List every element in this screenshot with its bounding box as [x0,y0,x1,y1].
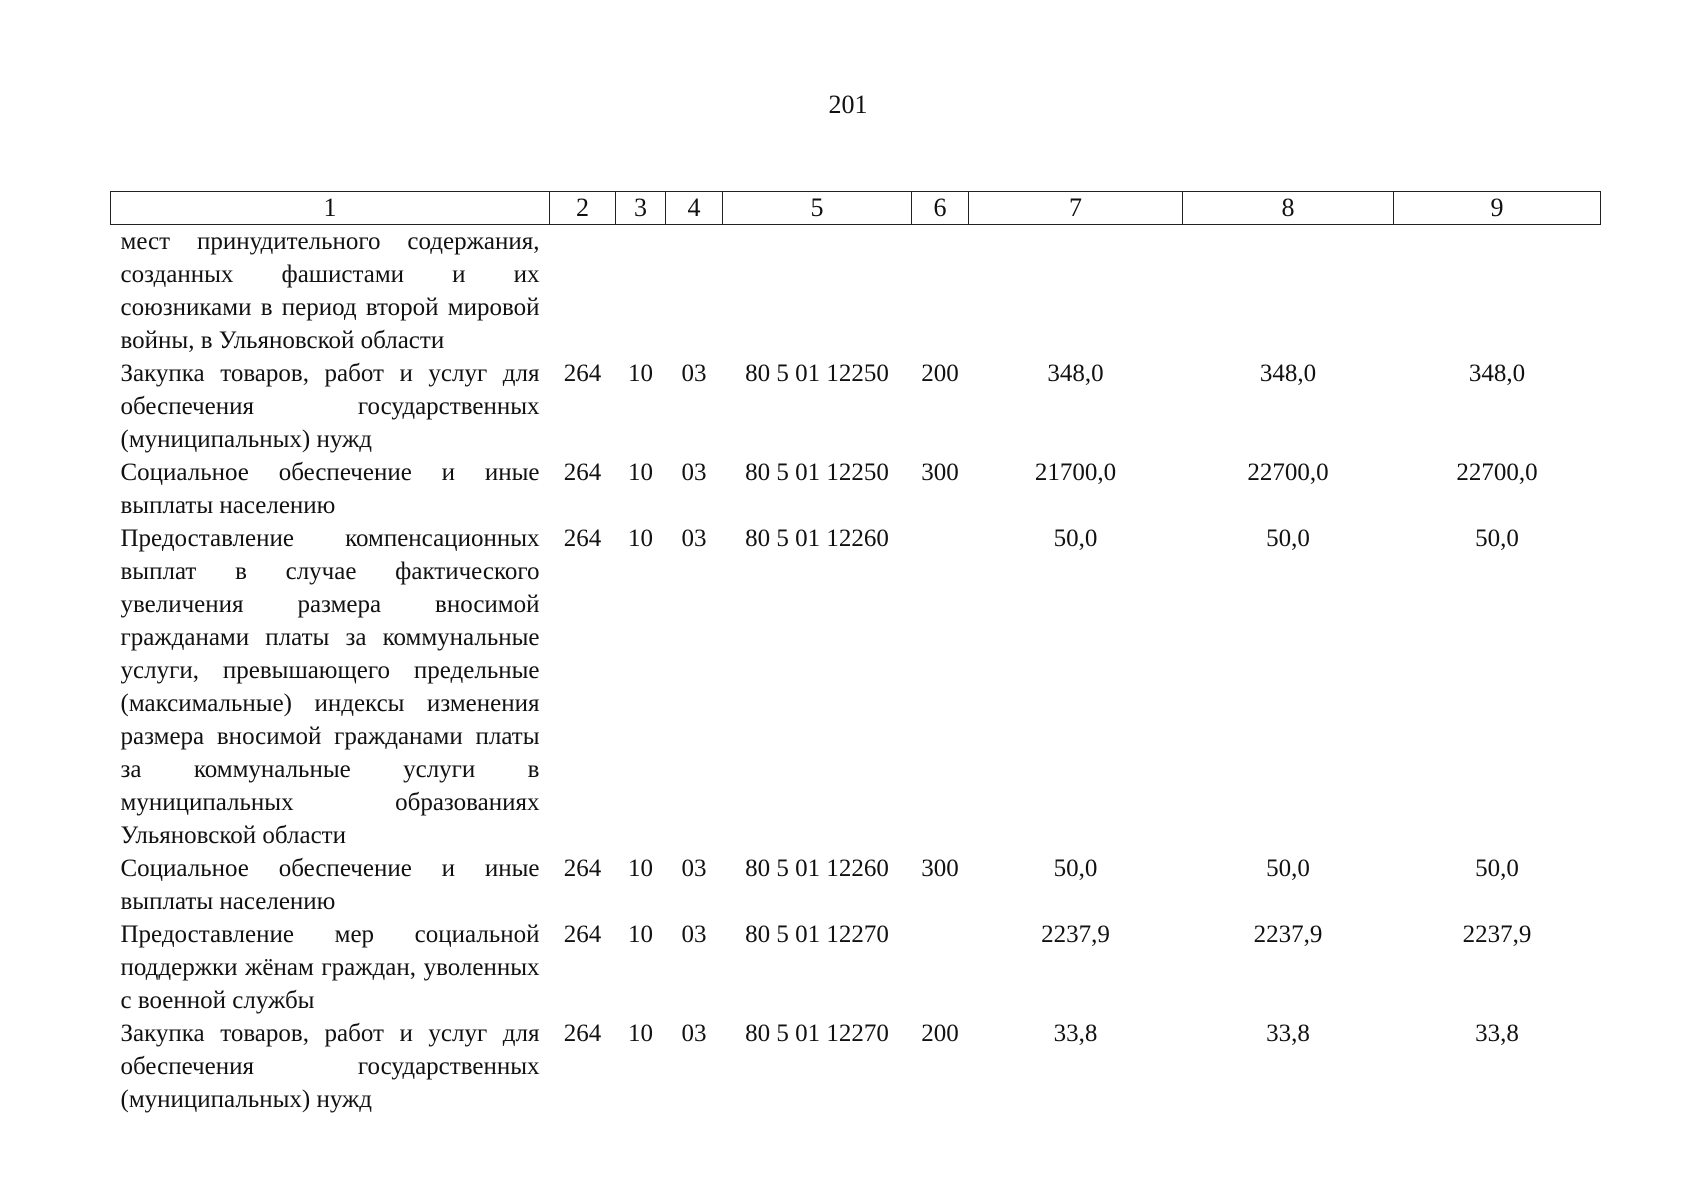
amount-col8: 50,0 [1266,855,1310,882]
target-article-code: 80 5 01 12260 [745,855,889,882]
amount-col9 [1394,225,1601,358]
table-row [111,852,1601,918]
amount-col8: 33,8 [1266,1020,1310,1047]
column-header: 8 [1183,192,1394,225]
column-header: 4 [666,192,723,225]
table-row [111,456,1601,522]
amount-col7: 50,0 [1053,855,1098,882]
amount-col7: 2237,9 [1041,921,1110,948]
table-row [111,522,1601,852]
table-row [111,1017,1601,1116]
expense-type-code [912,522,969,852]
ministry-code: 264 [563,855,602,882]
column-header: 1 [111,192,550,225]
expense-type-code: 300 [921,459,959,486]
ministry-code: 264 [563,459,602,486]
expense-type-code [912,918,969,1017]
table-body [111,225,1601,1117]
amount-col8: 22700,0 [1247,459,1329,486]
header-row [111,192,1601,225]
section-code [616,225,666,358]
row-description: Социальное обеспечение и иные выплаты населению [120,459,540,519]
column-header: 3 [616,192,666,225]
row-description: Предоставление компенсационных выплат в случае фактического увеличения размера вносимой гражданами платы за коммунальные услуги, превышающего предельные (максимальные) индексы изменения размера вносимой гражданами платы за коммунальные услуги в муниципальных образованиях Ульяновской области [120,525,540,849]
column-header: 5 [723,192,912,225]
section-code: 10 [628,921,653,948]
amount-col9: 50,0 [1475,855,1519,882]
ministry-code: 264 [563,921,602,948]
expense-type-code: 300 [921,855,959,882]
row-description: Закупка товаров, работ и услуг для обеспечения государственных (муниципальных) нужд [120,1020,540,1113]
subsection-code: 03 [681,1020,707,1047]
subsection-code: 03 [681,459,707,486]
amount-col9: 348,0 [1468,360,1526,387]
target-article-code: 80 5 01 12260 [745,525,889,552]
amount-col9: 33,8 [1475,1020,1519,1047]
subsection-code: 03 [681,921,707,948]
subsection-code [666,225,723,358]
subsection-code: 03 [681,525,707,552]
target-article-code [723,225,912,358]
section-code: 10 [628,855,653,882]
row-description: Социальное обеспечение и иные выплаты населению [120,855,540,915]
subsection-code: 03 [681,360,707,387]
ministry-code: 264 [563,525,602,552]
target-article-code: 80 5 01 12270 [745,921,889,948]
ministry-code: 264 [563,360,602,387]
expense-type-code: 200 [921,360,959,387]
target-article-code: 80 5 01 12250 [745,360,889,387]
column-header: 7 [969,192,1183,225]
amount-col7: 348,0 [1047,360,1104,387]
ministry-code: 264 [563,1020,602,1047]
ministry-code [550,225,616,358]
table-row [111,225,1601,358]
page-number: 201 [828,90,868,119]
table-row [111,357,1601,456]
amount-col9: 22700,0 [1456,459,1538,486]
amount-col8: 50,0 [1266,525,1310,552]
expense-type-code [912,225,969,358]
column-header: 9 [1394,192,1601,225]
column-header: 2 [550,192,616,225]
table-row [111,918,1601,1017]
amount-col9: 2237,9 [1462,921,1532,948]
amount-col7 [969,225,1183,358]
section-code: 10 [628,525,653,552]
row-description: Предоставление мер социальной поддержки жёнам граждан, уволенных с военной службы [120,921,540,1014]
section-code: 10 [628,360,653,387]
column-header: 6 [912,192,969,225]
section-code: 10 [628,1020,653,1047]
amount-col7: 50,0 [1053,525,1098,552]
expense-type-code: 200 [921,1020,959,1047]
amount-col8: 348,0 [1259,360,1317,387]
amount-col7: 33,8 [1053,1020,1098,1047]
target-article-code: 80 5 01 12270 [745,1020,889,1047]
amount-col9: 50,0 [1475,525,1519,552]
amount-col8: 2237,9 [1253,921,1323,948]
subsection-code: 03 [681,855,707,882]
row-description: Закупка товаров, работ и услуг для обеспечения государственных (муниципальных) нужд [120,360,540,453]
row-description: мест принудительного содержания, созданных фашистами и их союзниками в период второй мировой войны, в Ульяновской области [120,228,540,354]
budget-table [110,191,1601,1116]
table-header [111,192,1601,225]
amount-col7: 21700,0 [1034,459,1117,486]
target-article-code: 80 5 01 12250 [745,459,889,486]
section-code: 10 [628,459,653,486]
amount-col8 [1183,225,1394,358]
